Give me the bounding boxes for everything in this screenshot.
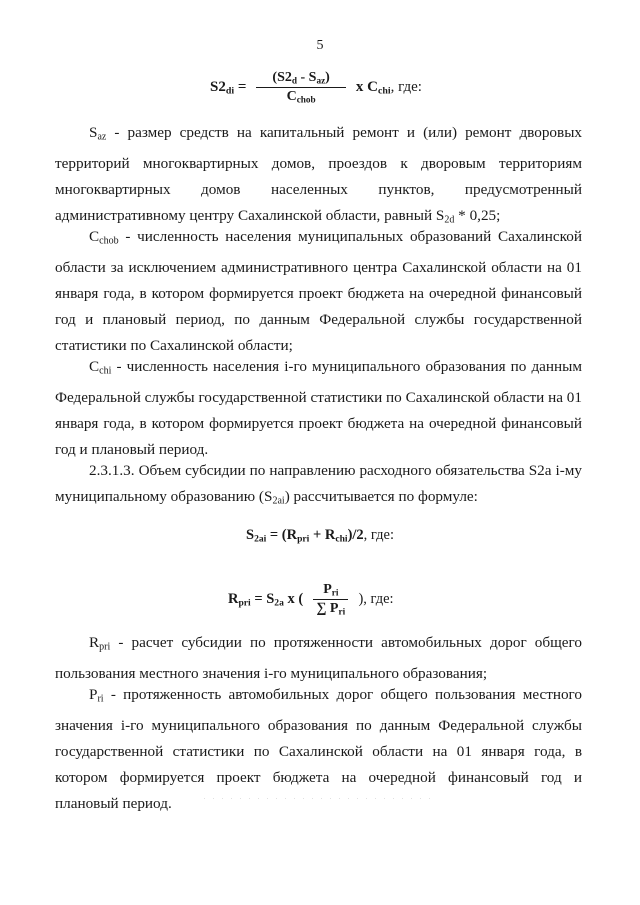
- definition-rpri: $R_{pri}$ - расчет субсидии по протяженности автомобильных дорог общего пользования местного значения i-го муниципального образования;: [55, 634, 582, 682]
- formula-rpri-lhs: $R_{pri} = S_{2a}$ x (: [228, 590, 304, 609]
- fraction-numerator: $(S2_d - S_{az})$: [256, 70, 345, 88]
- definition-pri: $P_{ri}$ - протяженность автомобильных дорог общего пользования местного значения i-го муниципального образования по данным Федеральной службы государственной статистики по Сахалинской области на 01 января года, в котором формируется проект бюджета на очередной финансовый год и плановый период.: [55, 686, 582, 812]
- definition-cchi: $C_{chi}$ - численность населения i-го муниципального образования по данным Федеральной службы государственной статистики по Сахалинской области на 01 января года, в котором формируется проект бюджета на очередной финансовый год и плановый период.: [55, 358, 582, 458]
- formula-lhs: $S2_{di}$ =: [210, 78, 247, 97]
- section-2-3-1-3: 2.3.1.3. Объем субсидии по направлению расходного обязательства S2a i-му муниципальному образованию $(S_{2ai})$ рассчитывается по формуле:: [55, 462, 582, 507]
- fraction-denominator: $C_{chob}$: [286, 89, 316, 105]
- formula-rpri: [228, 582, 394, 617]
- fraction-numerator: $P_{ri}$: [313, 582, 348, 600]
- fraction-denominator: ∑ $P_{ri}$: [316, 601, 346, 617]
- scan-artifact: [200, 797, 430, 800]
- formula-s2di: [210, 70, 422, 105]
- formula-rpri-fraction: [313, 582, 348, 617]
- definition-cchob: $C_{chob}$ - численность населения муниципальных образований Сахалинской области за исключением административного центра Сахалинской области на 01 января года, в котором формируется проект бюджета на очередной финансовый год и плановый период, по данным Федеральной службы государственной статистики по Сахалинской области;: [55, 228, 582, 354]
- definition-saz: $S_{az}$ - размер средств на капитальный ремонт и (или) ремонт дворовых территорий многоквартирных домов, проездов к дворовым территориям многоквартирных домов населенных пунктов, предусмотренный административному центру Сахалинской области, равный $S_{2d} * 0,25$;: [55, 124, 582, 225]
- formula-fraction: [256, 70, 345, 105]
- page-number: 5: [316, 38, 324, 53]
- formula-s2ai: $S_{2ai} = (R_{pri} + R_{chi})/2$, где:: [245, 527, 394, 545]
- formula-rhs: x $C_{chi}$, где:: [355, 78, 422, 97]
- formula-rpri-tail: ), где:: [358, 591, 394, 607]
